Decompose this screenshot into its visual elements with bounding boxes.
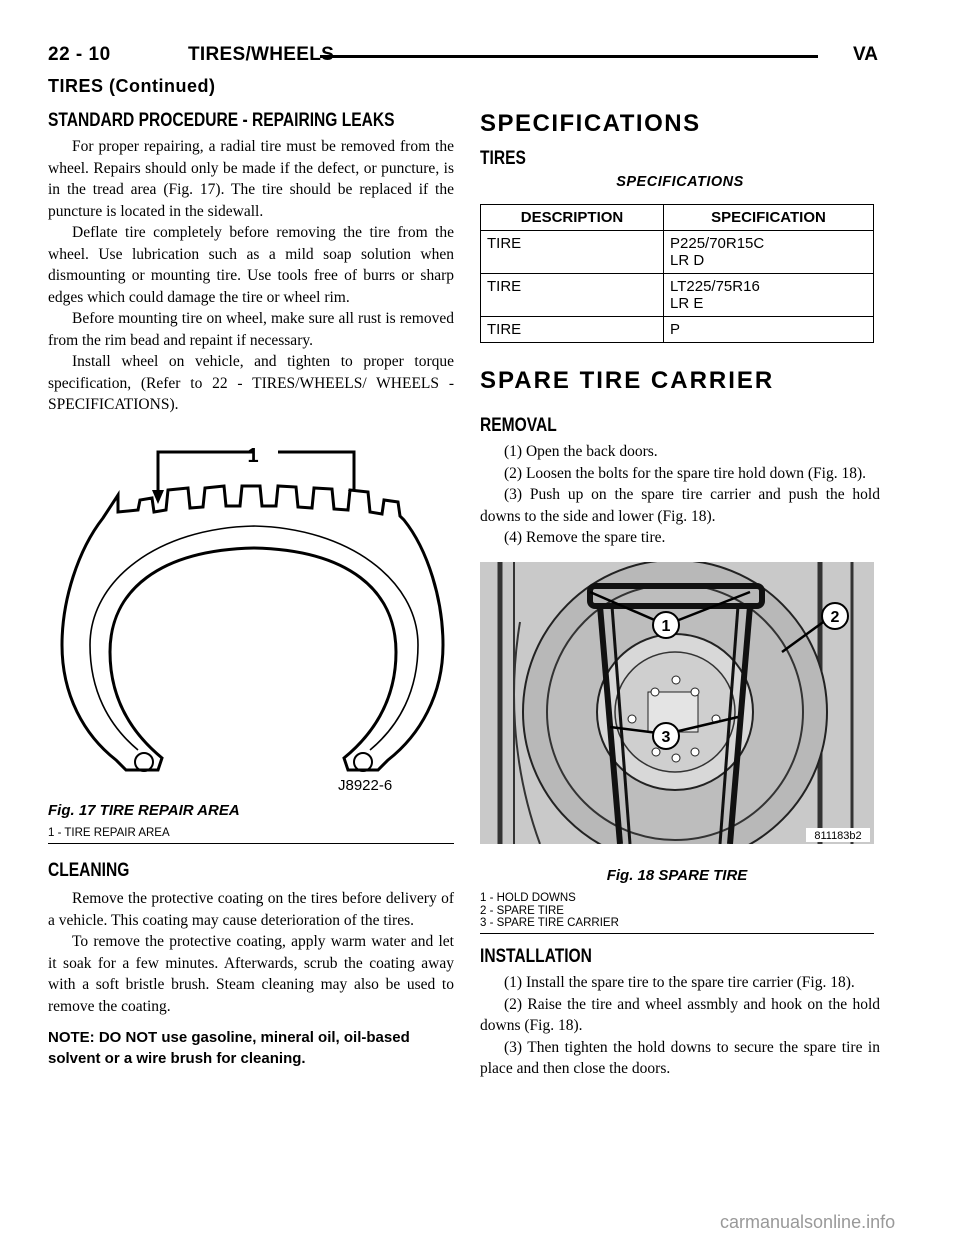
legend-item: 2 - SPARE TIRE (480, 904, 564, 917)
installation-heading: INSTALLATION (480, 946, 592, 967)
table-row (481, 231, 874, 274)
tires-heading: TIRES (480, 148, 526, 169)
header-rule (320, 55, 818, 58)
page-header (48, 44, 878, 68)
cleaning-paragraph: To remove the protective coating, apply warm water and let it soak for a few minutes. Afterwards, scrub the coating away with a soft bristle brush. Steam cleaning may also be used to remove the coating. (48, 933, 454, 1015)
fig17-callout: 1 (247, 445, 259, 467)
removal-step: (4) Remove the spare tire. (504, 529, 666, 546)
legend-item: 1 - HOLD DOWNS (480, 892, 576, 904)
figure-17 (48, 440, 454, 846)
model-code: VA (853, 44, 878, 65)
page-number: 22 - 10 (48, 44, 111, 65)
removal-step: (1) Open the back doors. (504, 443, 658, 460)
repair-paragraph: Deflate tire completely before removing the tire from the wheel. Use lubrication such as a mild soap solution when dismounting or mounting tire. Use tools free of burrs or sharp edges which could damage the tire or wheel rim. (48, 224, 454, 306)
fig17-caption: Fig. 17 TIRE REPAIR AREA (48, 802, 240, 819)
table-cell: TIRE (481, 274, 664, 317)
right-column (480, 110, 880, 549)
fig18-callout: 1 (661, 618, 671, 635)
installation-step: (3) Then tighten the hold downs to secure the spare tire in place and then close the doors. (480, 1038, 880, 1077)
specifications-table (480, 204, 874, 343)
spare-tire-carrier-heading: SPARE TIRE CARRIER (480, 367, 775, 394)
repair-paragraph: Install wheel on vehicle, and tighten to proper torque specification, (Refer to 22 - TIRES/WHEELS/ WHEELS - SPECIFICATIONS). (48, 353, 454, 413)
table-cell: TIRE (481, 231, 664, 274)
installation-step: (1) Install the spare tire to the spare tire carrier (Fig. 18). (504, 974, 855, 991)
table-title: SPECIFICATIONS (616, 174, 744, 190)
removal-step: (3) Push up on the spare tire carrier and push the hold downs to the side and lower (Fig. 18). (480, 486, 880, 525)
fig18-legend (480, 892, 874, 930)
installation-step: (2) Raise the tire and wheel assmbly and hook on the hold downs (Fig. 18). (480, 995, 880, 1034)
continued-heading: TIRES (Continued) (48, 76, 216, 96)
tire-cross-section-diagram (48, 440, 454, 800)
fig18-caption: Fig. 18 SPARE TIRE (606, 867, 748, 884)
spare-tire-photo (480, 562, 874, 844)
table-cell: TIRE (481, 317, 664, 343)
table-header: DESCRIPTION (481, 205, 664, 231)
cleaning-section (48, 860, 454, 1069)
installation-section (480, 946, 880, 1080)
section-title: TIRES/WHEELS (188, 44, 335, 65)
table-cell: P (664, 317, 874, 343)
table-header: SPECIFICATION (664, 205, 874, 231)
table-row (481, 317, 874, 343)
fig18-code: 811183b2 (814, 830, 862, 842)
cleaning-note: NOTE: DO NOT use gasoline, mineral oil, oil-based solvent or a wire brush for cleaning. (48, 1029, 410, 1067)
removal-heading: REMOVAL (480, 415, 557, 436)
watermark: carmanualsonline.info (720, 1212, 896, 1232)
repair-heading: STANDARD PROCEDURE - REPAIRING LEAKS (48, 110, 395, 131)
specifications-heading: SPECIFICATIONS (480, 110, 701, 137)
left-column (48, 110, 454, 416)
cleaning-paragraph: Remove the protective coating on the tires before delivery of a vehicle. This coating may cause deterioration of the tires. (48, 890, 454, 929)
divider (480, 933, 874, 934)
removal-step: (2) Loosen the bolts for the spare tire hold down (Fig. 18). (504, 464, 867, 482)
fig17-legend: 1 - TIRE REPAIR AREA (48, 827, 170, 839)
divider (48, 843, 454, 844)
cleaning-heading: CLEANING (48, 860, 130, 881)
table-cell: LT225/75R16 LR E (664, 274, 874, 317)
table-cell: P225/70R15C LR D (664, 231, 874, 274)
figure-18 (480, 562, 874, 932)
fig18-callout: 2 (830, 609, 840, 626)
table-row (481, 274, 874, 317)
legend-item: 3 - SPARE TIRE CARRIER (480, 917, 619, 929)
fig18-callout: 3 (661, 729, 671, 746)
repair-paragraph: For proper repairing, a radial tire must be removed from the wheel. Repairs should only be made if the defect, or puncture, is in the tread area (Fig. 17). The tire should be replaced if the puncture is located in the sidewall. (48, 138, 454, 220)
repair-paragraph: Before mounting tire on wheel, make sure all rust is removed from the rim bead and repaint if necessary. (48, 310, 454, 349)
fig17-code: J8922-6 (338, 777, 393, 794)
